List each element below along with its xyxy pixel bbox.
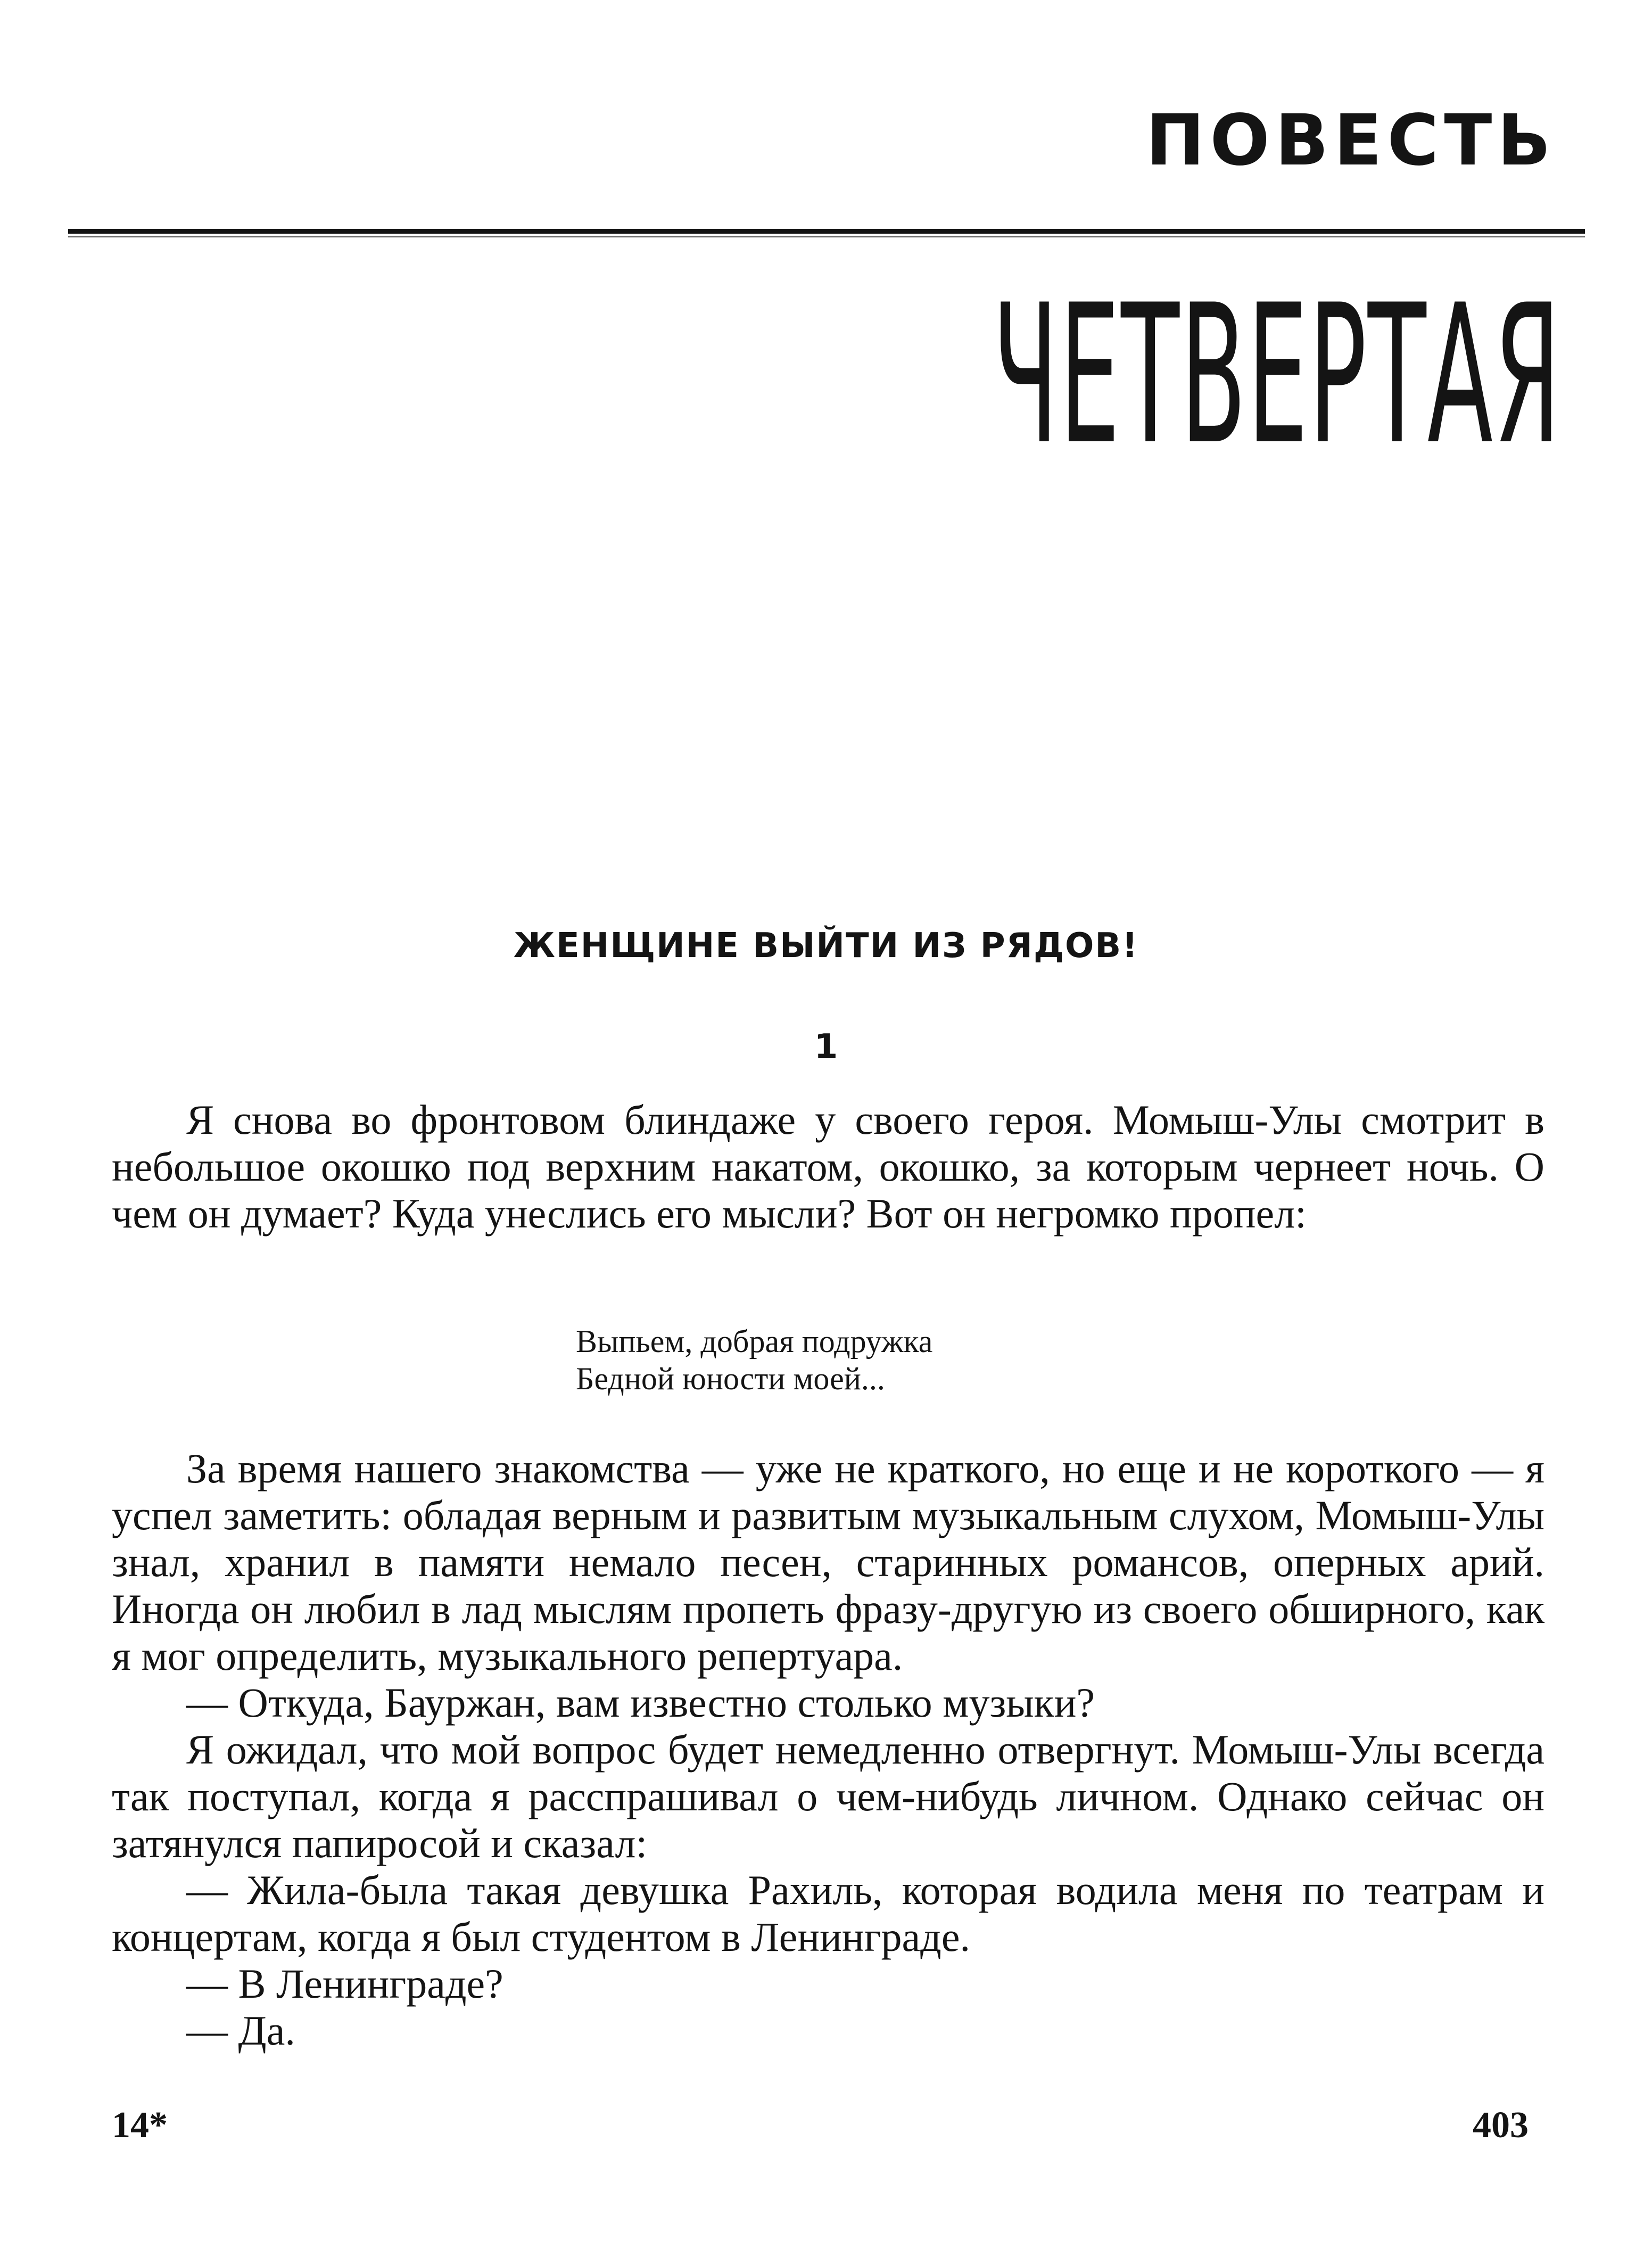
page-number: 403 [1473,2105,1529,2146]
paragraph: — Откуда, Бауржан, вам известно столько музыки? [186,1679,1095,1726]
printer-signature: 14* [112,2105,168,2146]
paragraph: Я снова во фронтовом блиндаже у своего героя. Момыш-Улы смотрит в небольшое окошко под верхним накатом, окошко, за которым чернеет ночь. О чем он думает? Куда унеслись его мысли? Вот он негромко пропел: [112,1097,1544,1237]
paragraph: — Жила-была такая девушка Рахиль, которая водила меня по театрам и концертам, когда я был студентом в Ленинграде. [112,1867,1544,1960]
chapter-title: ЖЕНЩИНЕ ВЫЙТИ ИЗ РЯДОВ! [513,926,1139,966]
paragraph: За время нашего знакомства — уже не краткого, но еще и не короткого — я успел заметить: обладая верным и развитым музыкальным слухом, Момыш-Улы знал, хранил в памяти немало песен, старинных романсов, оперных арий. Иногда он любил в лад мыслям пропеть фразу-другую из своего обширного, как я мог определить, музыкального репертуара. [112,1445,1544,1679]
paragraph: — В Ленинграде? [186,1960,503,2007]
genre-heading: ПОВЕСТЬ [1146,100,1556,182]
header-rule-thin [68,236,1585,237]
paragraph: — Да. [186,2007,295,2054]
book-title: ЧЕТВЕРТАЯ [993,263,1562,487]
verse-line: Выпьем, добрая подружка [576,1324,933,1359]
main-text-block [112,1445,1544,2054]
verse-quote [576,1323,932,1397]
section-number: 1 [814,1027,838,1067]
verse-line: Бедной юности моей... [576,1361,885,1396]
opening-paragraph-block [112,1097,1544,1237]
header-rule [68,229,1585,234]
paragraph: Я ожидал, что мой вопрос будет немедленно отвергнут. Момыш-Улы всегда так поступал, когда я расспрашивал о чем-нибудь личном. Однако сейчас он затянулся папиросой и сказал: [112,1726,1544,1866]
